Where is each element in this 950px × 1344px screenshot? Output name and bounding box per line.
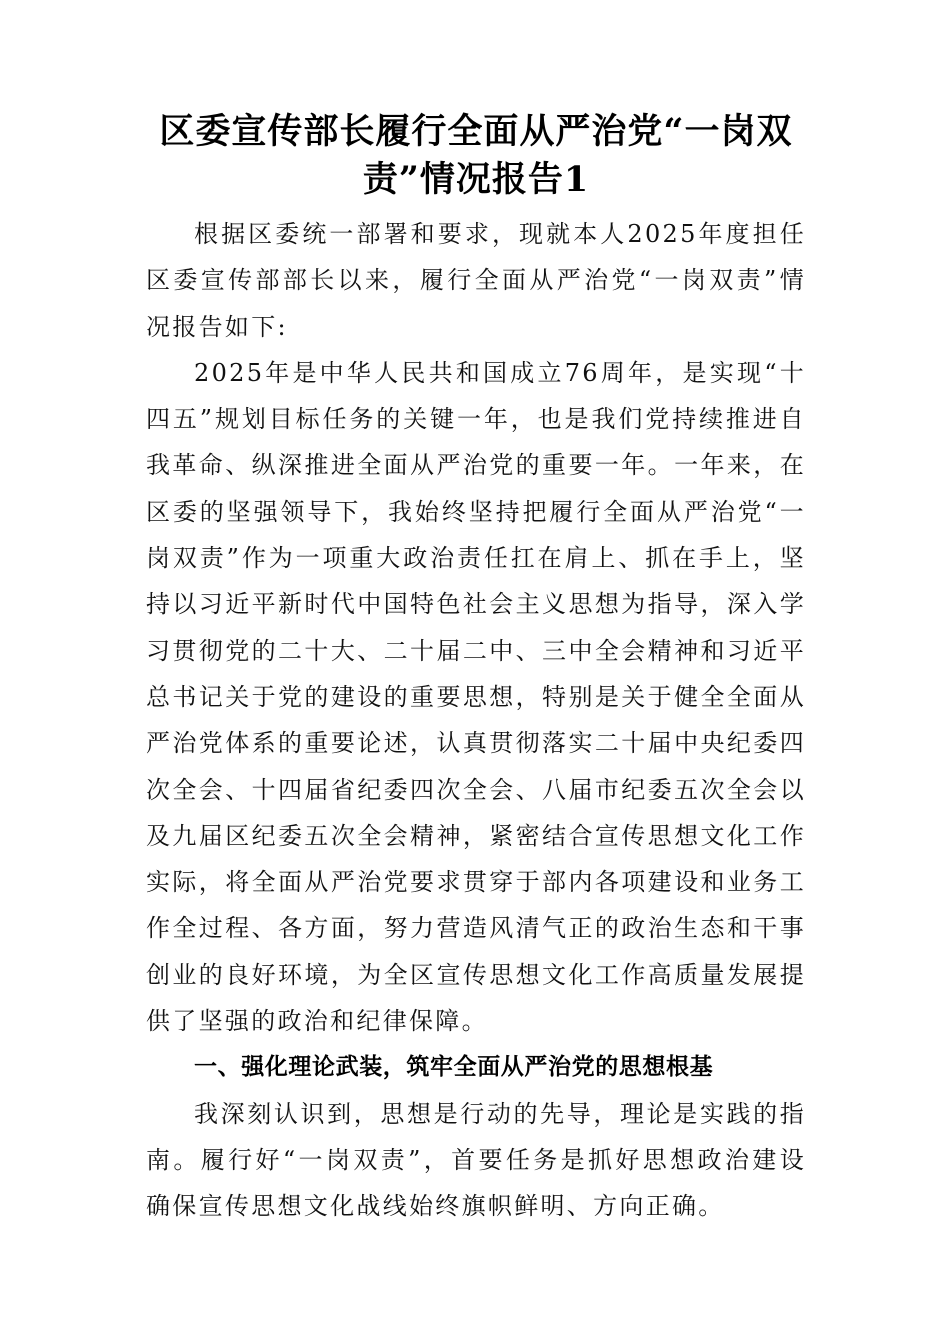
overview-paragraph: 2025年是中华人民共和国成立76周年，是实现“十四五”规划目标任务的关键一年，也是我们党持续推进自我革命、纵深推进全面从严治党的重要一年。一年来，在区委的坚强领导下，我始终坚持把履行全面从严治党“一岗双责”作为一项重大政治责任扛在肩上、抓在手上，坚持以习近平新时代中国特色社会主义思想为指导，深入学习贯彻党的二十大、二十届二中、三中全会精神和习近平总书记关于党的建设的重要思想，特别是关于健全全面从严治党体系的重要论述，认真贯彻落实二十届中央纪委四次全会、十四届省纪委四次全会、八届市纪委五次全会以及九届区纪委五次全会精神，紧密结合宣传思想文化工作实际，将全面从严治党要求贯穿于部内各项建设和业务工作全过程、各方面，努力营造风清气正的政治生态和干事创业的良好环境，为全区宣传思想文化工作高质量发展提供了坚强的政治和纪律保障。 (146, 358, 806, 1036)
document-page (146, 108, 806, 1230)
document-title: 区委宣传部长履行全面从严治党“一岗双责”情况报告1 (159, 111, 793, 200)
section-heading: 一、强化理论武装，筑牢全面从严治党的思想根基 (194, 1054, 714, 1081)
intro-paragraph: 根据区委统一部署和要求，现就本人2025年度担任区委宣传部部长以来，履行全面从严治党“一岗双责”情况报告如下: (146, 220, 806, 341)
section-paragraph: 我深刻认识到，思想是行动的先导，理论是实践的指南。履行好“一岗双责”，首要任务是抓好思想政治建设确保宣传思想文化战线始终旗帜鲜明、方向正确。 (146, 1099, 806, 1221)
